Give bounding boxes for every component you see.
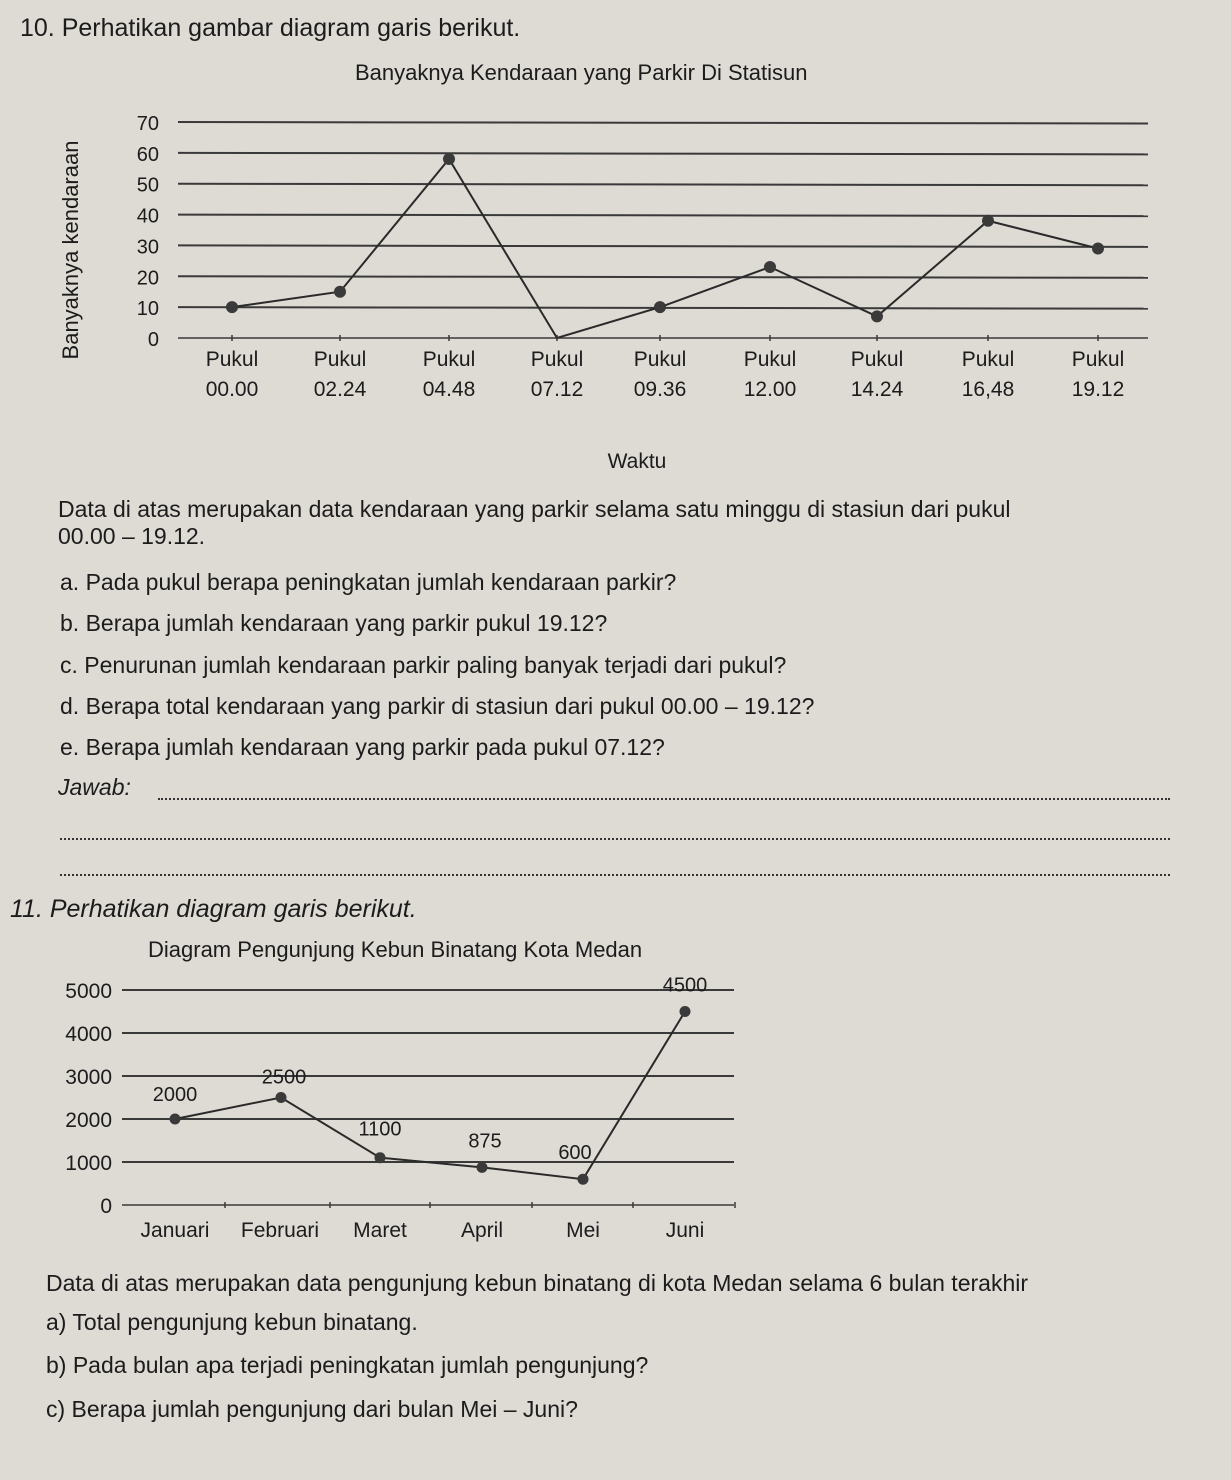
- y-tick-label: 20: [136, 267, 159, 290]
- answer-line-2[interactable]: [60, 838, 1170, 840]
- x-tick-label-top: Pukul: [422, 348, 476, 371]
- data-point: [477, 1162, 488, 1173]
- gridline: [178, 122, 1148, 124]
- x-tick-label-top: Pukul: [961, 348, 1015, 371]
- gridline: [178, 153, 1148, 155]
- y-tick-label: 40: [136, 205, 159, 228]
- data-point: [226, 301, 238, 313]
- data-label: 875: [468, 1130, 502, 1153]
- x-tick-label-top: Pukul: [530, 348, 584, 371]
- x-tick-label: Januari: [140, 1219, 210, 1242]
- question-11-item-c: c) Berapa jumlah pengunjung dari bulan Mei – Juni?: [46, 1396, 578, 1422]
- gridline: [178, 245, 1148, 247]
- question-10-description-line-2: 00.00 – 19.12.: [58, 523, 206, 549]
- data-point: [334, 286, 346, 298]
- y-axis-label: Banyaknya kendaraan: [58, 140, 83, 360]
- chart-1-title: Banyaknya Kendaraan yang Parkir Di Statisun: [355, 60, 808, 85]
- answer-line-1[interactable]: [158, 798, 1170, 800]
- data-point: [578, 1174, 589, 1185]
- y-tick-label: 5000: [65, 980, 112, 1003]
- x-tick-label: 12.00: [743, 378, 797, 401]
- x-tick-label-top: Pukul: [205, 348, 259, 371]
- y-tick-label: 10: [136, 298, 159, 321]
- gridline: [178, 215, 1148, 217]
- question-11-item-b: b) Pada bulan apa terjadi peningkatan jumlah pengunjung?: [46, 1352, 649, 1378]
- chart-parking: [0, 90, 1231, 480]
- data-point: [680, 1006, 691, 1017]
- x-tick-label: 14.24: [850, 378, 904, 401]
- data-point: [170, 1114, 181, 1125]
- data-point: [764, 261, 776, 273]
- gridline: [178, 276, 1148, 278]
- x-tick-label: 00.00: [205, 378, 259, 401]
- x-tick-label: 04.48: [422, 378, 476, 401]
- data-label: 4500: [662, 974, 708, 997]
- x-tick-label-top: Pukul: [633, 348, 687, 371]
- y-tick-label: 4000: [65, 1023, 112, 1046]
- y-tick-label: 0: [100, 1195, 112, 1218]
- data-label: 600: [558, 1142, 592, 1165]
- data-point: [1092, 243, 1104, 255]
- question-10-item-a: a. Pada pukul berapa peningkatan jumlah kendaraan parkir?: [60, 569, 677, 595]
- x-axis-label: Waktu: [607, 450, 667, 473]
- y-tick-label: 70: [136, 113, 159, 135]
- y-tick-label: 0: [147, 329, 159, 351]
- data-point: [443, 153, 455, 165]
- x-tick-label: April: [460, 1219, 504, 1242]
- data-point: [654, 301, 666, 313]
- question-11-item-a: a) Total pengunjung kebun binatang.: [46, 1309, 418, 1335]
- question-11-heading: 11. Perhatikan diagram garis berikut.: [10, 895, 417, 923]
- data-point: [276, 1092, 287, 1103]
- x-tick-label: Mei: [566, 1219, 600, 1242]
- question-10-item-d: d. Berapa total kendaraan yang parkir di stasiun dari pukul 00.00 – 19.12?: [60, 693, 815, 719]
- x-tick-label: Juni: [665, 1219, 705, 1242]
- chart-zoo-visitors: [0, 965, 780, 1255]
- question-10-item-b: b. Berapa jumlah kendaraan yang parkir pukul 19.12?: [60, 610, 608, 636]
- x-tick-label: Februari: [240, 1219, 320, 1242]
- x-tick-label: 02.24: [313, 378, 367, 401]
- chart-2-title: Diagram Pengunjung Kebun Binatang Kota Medan: [148, 937, 643, 962]
- y-tick-label: 30: [136, 236, 159, 259]
- data-label: 1100: [358, 1118, 402, 1141]
- x-tick-label: 07.12: [530, 378, 584, 401]
- x-tick-label-top: Pukul: [850, 348, 904, 371]
- question-10-heading: 10. Perhatikan gambar diagram garis berikut.: [20, 14, 521, 42]
- x-tick-label: 09.36: [633, 378, 687, 401]
- data-point: [982, 215, 994, 227]
- x-tick-label: 16,48: [961, 378, 1015, 401]
- answer-line-3[interactable]: [60, 874, 1170, 876]
- data-label: 2000: [152, 1084, 198, 1106]
- y-tick-label: 50: [136, 174, 159, 197]
- question-10-item-c: c. Penurunan jumlah kendaraan parkir paling banyak terjadi dari pukul?: [60, 652, 787, 678]
- question-10-item-e: e. Berapa jumlah kendaraan yang parkir pada pukul 07.12?: [60, 734, 665, 760]
- y-tick-label: 60: [136, 143, 159, 166]
- series-line: [175, 1012, 685, 1180]
- x-tick-label: Maret: [353, 1219, 407, 1242]
- x-tick-label-top: Pukul: [313, 348, 367, 371]
- data-label: 2500: [261, 1066, 307, 1089]
- x-tick-label-top: Pukul: [1071, 348, 1125, 371]
- data-point: [375, 1152, 386, 1163]
- data-point: [871, 310, 883, 322]
- question-11-description: Data di atas merupakan data pengunjung kebun binatang di kota Medan selama 6 bulan terakhir: [46, 1270, 1029, 1296]
- y-tick-label: 2000: [65, 1109, 112, 1132]
- y-tick-label: 1000: [65, 1152, 112, 1175]
- answer-label: Jawab:: [58, 774, 131, 800]
- question-10-description-line-1: Data di atas merupakan data kendaraan yang parkir selama satu minggu di stasiun dari pukul: [58, 496, 1011, 522]
- x-tick-label: 19.12: [1071, 378, 1125, 401]
- y-tick-label: 3000: [65, 1066, 112, 1089]
- x-tick-label-top: Pukul: [743, 348, 797, 371]
- gridline: [178, 184, 1148, 186]
